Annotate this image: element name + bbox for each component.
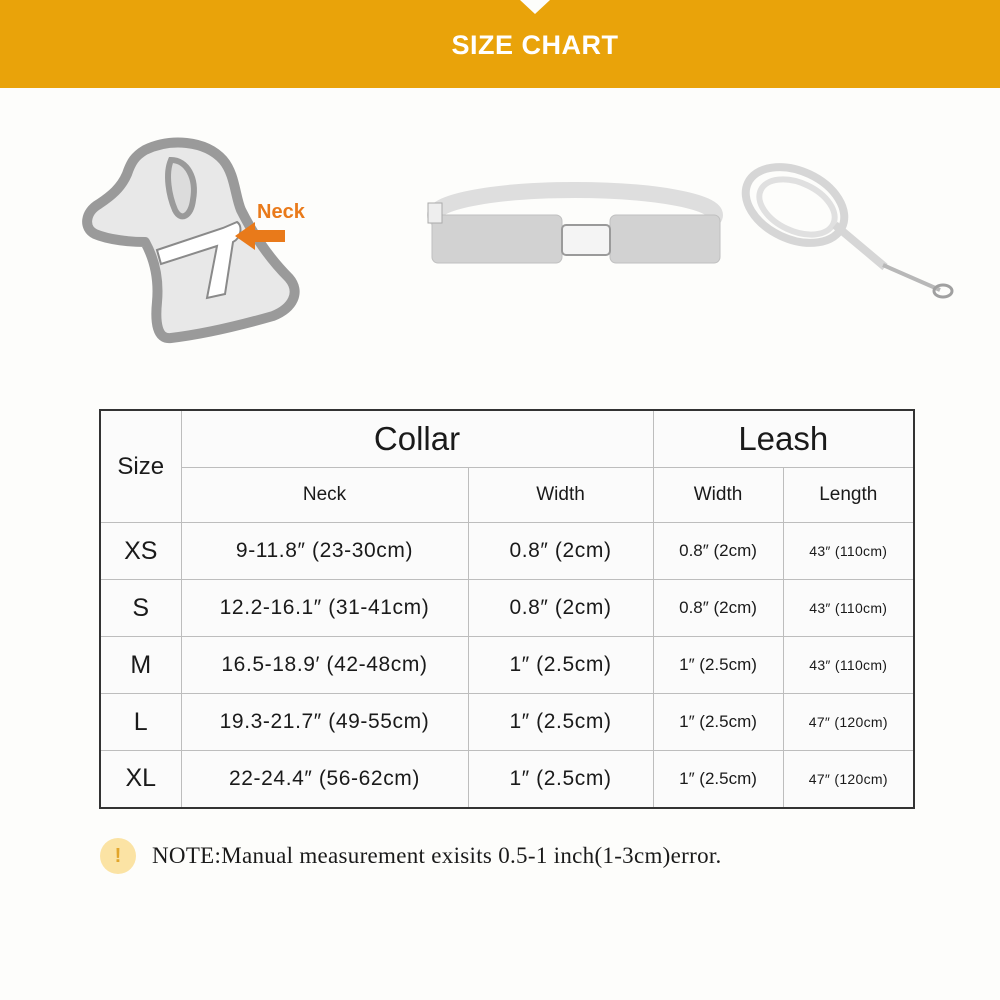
neck-cell: 22-24.4″ (56-62cm) <box>181 751 468 808</box>
table-row <box>100 637 914 694</box>
leash-width-cell: 1″ (2.5cm) <box>653 751 783 808</box>
leash-width-header: Width <box>653 468 783 523</box>
collar-width-header: Width <box>468 468 653 523</box>
table-header-row <box>100 410 914 468</box>
collar-width-cell: 1″ (2.5cm) <box>468 637 653 694</box>
length-cell: 43″ (110cm) <box>783 523 914 580</box>
neck-cell: 16.5-18.9′ (42-48cm) <box>181 637 468 694</box>
neck-header: Neck <box>181 468 468 523</box>
length-cell: 47″ (120cm) <box>783 751 914 808</box>
dog-neck-illustration <box>75 130 335 350</box>
neck-cell: 9-11.8″ (23-30cm) <box>181 523 468 580</box>
collar-width-cell: 0.8″ (2cm) <box>468 523 653 580</box>
length-cell: 43″ (110cm) <box>783 580 914 637</box>
length-header: Length <box>783 468 914 523</box>
leash-width-cell: 0.8″ (2cm) <box>653 580 783 637</box>
page-title: SIZE CHART <box>451 30 619 60</box>
collar-width-cell: 1″ (2.5cm) <box>468 694 653 751</box>
size-chart-table <box>99 409 915 809</box>
measurement-note <box>100 838 960 874</box>
banner-notch <box>520 0 550 14</box>
size-cell: XS <box>100 523 181 580</box>
leash-width-cell: 0.8″ (2cm) <box>653 523 783 580</box>
dog-ear <box>168 160 194 216</box>
table-row <box>100 523 914 580</box>
leash-header: Leash <box>653 410 914 468</box>
size-cell: M <box>100 637 181 694</box>
length-cell: 43″ (110cm) <box>783 637 914 694</box>
leash-width-cell: 1″ (2.5cm) <box>653 637 783 694</box>
size-cell: L <box>100 694 181 751</box>
table-row <box>100 694 914 751</box>
table-row <box>100 751 914 808</box>
collar-header: Collar <box>181 410 653 468</box>
collar-width-cell: 0.8″ (2cm) <box>468 580 653 637</box>
collar-width-cell: 1″ (2.5cm) <box>468 751 653 808</box>
size-header: Size <box>100 410 181 523</box>
table-row <box>100 580 914 637</box>
neck-label: Neck <box>257 201 305 223</box>
neck-cell: 12.2-16.1″ (31-41cm) <box>181 580 468 637</box>
size-cell: XL <box>100 751 181 808</box>
leash-width-cell: 1″ (2.5cm) <box>653 694 783 751</box>
size-cell: S <box>100 580 181 637</box>
table-subheader-row <box>100 468 914 523</box>
length-cell: 47″ (120cm) <box>783 694 914 751</box>
note-text: NOTE:Manual measurement exisits 0.5-1 inch(1-3cm)error. <box>152 843 722 868</box>
leash-illustration <box>735 155 965 315</box>
neck-cell: 19.3-21.7″ (49-55cm) <box>181 694 468 751</box>
collar-illustration <box>410 175 740 285</box>
exclamation-icon: ! <box>100 838 136 874</box>
